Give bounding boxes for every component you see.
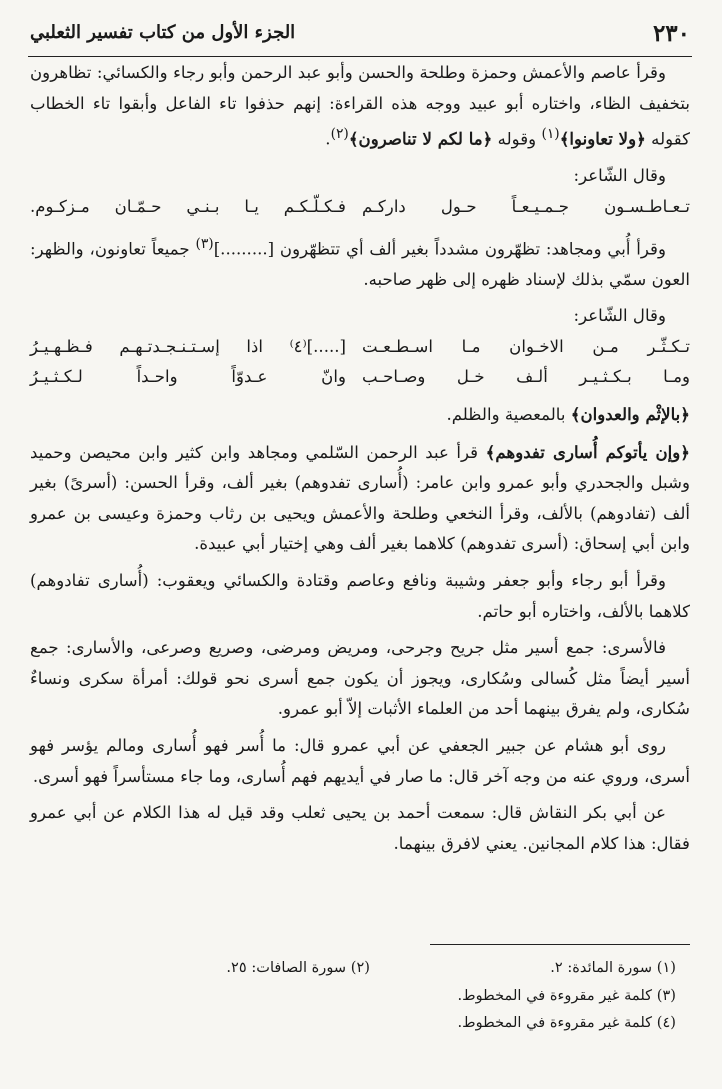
poetry-verse-3: [30, 362, 690, 393]
footnote-3: (٣) كلمة غير مقروءة في المخطوط.: [457, 986, 676, 1004]
footnote-ref: (٣): [195, 235, 214, 252]
footnote-rule: [430, 944, 690, 945]
footnote-4: (٤) كلمة غير مقروءة في المخطوط.: [457, 1014, 676, 1031]
verse-first-hemistich: ومـا بـكـثـيـر ألـف خـل وصـاحـب: [362, 367, 690, 387]
paragraph-text: بالمعصية والظلم.: [446, 405, 571, 424]
paragraph-2: وقال الشّاعر:: [573, 166, 666, 186]
quran-quote: ﴿ما لكم لا تناصرون﴾: [348, 128, 493, 149]
footnote-ref: (١): [541, 126, 560, 143]
paragraph-text: قرأ عبد الرحمن السّلمي ومجاهد وابن كثير وابن محيصن وحميد وشبل والجحدري وأبو عمرو وابن عامر: (أُسارى تفدوهم) بغير ألف، وقرأ الحسن: (أسرىً) بغير ألف (تفادوهم) بالألف، وقرأ النخعي وطلحة والأعمش ويحيى بن رثاب وحمزة وعيسى بن عمرو وابن أبي إسحاق: (أسرى تفدوهم) كلاهما بغير ألف وهي إختيار أبي عبيدة.: [30, 442, 690, 554]
verse-second-hemistich: [.....]⁽٤⁾ اذا إسـتـنـجـدتـهـم فـظـهـيـرُ: [30, 336, 346, 356]
footnote-ref: (٢): [330, 126, 349, 143]
paragraph-text: وقرأ عاصم والأعمش وحمزة وطلحة والحسن وأبو عبد الرحمن وأبو رجاء والكسائي: تظاهرون بتخفيف الظاء، واختاره أبو عبيد ووجه هذه القراءة: إنهم حذفوا تاء الفاعل وأبقوا تاء الخطاب كقوله: [30, 63, 690, 149]
quran-quote: ﴿ولا تعاونوا﴾: [559, 128, 646, 149]
paragraph-6: [30, 437, 690, 560]
footnote-line: [30, 1009, 690, 1037]
verse-second-hemistich: وانّ عـدوّاً واحـداً لـكـثـيـرُ: [30, 367, 346, 387]
footnote-line: [30, 954, 690, 982]
poetry-verse-2: [30, 332, 690, 363]
running-title: الجزء الأول من كتاب تفسير الثعلبي: [30, 22, 296, 43]
verse-first-hemistich: تـكـثّـر مـن الاخـوان مـا اسـطـعـت: [362, 336, 690, 356]
paragraph-9: روى أبو هشام عن جبير الجعفي عن أبي عمرو قال: ما أُسر فهو أُسارى ومالم يؤسر فهو أسرى، وروي عنه من وجه آخر قال: ما صار في أيديهم فهم أُسارى، وما جاء مستأسراً فهو أسرى.: [30, 735, 690, 786]
paragraph-4: وقال الشّاعر:: [573, 306, 666, 326]
paragraph-text: جميعاً تعاونون، والظهر: العون سمّي بذلك لإسناد ظهره إلى ظهر صاحبه.: [30, 239, 690, 289]
poetry-verse-1: [30, 192, 690, 223]
quran-quote: ﴿بالإثْم والعدوان﴾: [570, 404, 690, 424]
quran-quote: ﴿وإن يأتوكم أُسارى تفدوهم﴾: [485, 441, 690, 462]
paragraph-3: [30, 229, 690, 296]
paragraph-8: فالأسرى: جمع أسير مثل جريح وجرحى، ومريض ومرضى، وصريع وصرعى، والأسارى: جمع أسير أيضاً مثل كُسالى وسُكارى، ويجوز أن يكون جمع أسرى نحو قولك: أمرأة سكرى ونساءٌ سُكارى، ولم يفرق بينهما أحد من العلماء الأثبات إلاّ أبو عمرو.: [30, 638, 690, 719]
footnote-2: (٢) سورة الصافات: ٢٥.: [226, 959, 370, 976]
paragraph-text: وقوله: [492, 129, 542, 149]
paragraph-10: عن أبي بكر النقاش قال: سمعت أحمد بن يحيى ثعلب وقد قيل له هذا الكلام عن أبي عمرو فقال: هذا كلام المجانين. يعني لافرق بينهما.: [30, 803, 690, 853]
page-header: [30, 20, 690, 56]
paragraph-7: وقرأ أبو رجاء وأبو جعفر وشيبة ونافع وعاصم وقتادة والكسائي ويعقوب: (أُسارى تفادوهم) كلاهما بالألف، واختاره أبو حاتم.: [30, 570, 690, 621]
footnote-line: [30, 982, 690, 1010]
header-rule: [28, 56, 692, 57]
paragraph-5: [30, 399, 690, 431]
verse-first-hemistich: تـعـاطـسـون جـمـيـعـاً حـول داركـم: [362, 196, 690, 216]
main-text: [30, 58, 690, 859]
footnote-1: (١) سورة المائدة: ٢.: [550, 959, 676, 976]
paragraph-text: .: [325, 129, 331, 149]
verse-second-hemistich: فـكـلّـكـم يـا بـنـي حـمّـان مـزكـوم.: [30, 196, 346, 216]
paragraph-1: [30, 58, 690, 155]
footnotes: [30, 954, 690, 1037]
paragraph-text: وقرأ أُبي ومجاهد: تظهّرون مشدداً بغير ألف أي تتظهّرون [.........]: [213, 239, 666, 259]
page-number: ٢٣٠: [652, 20, 690, 47]
